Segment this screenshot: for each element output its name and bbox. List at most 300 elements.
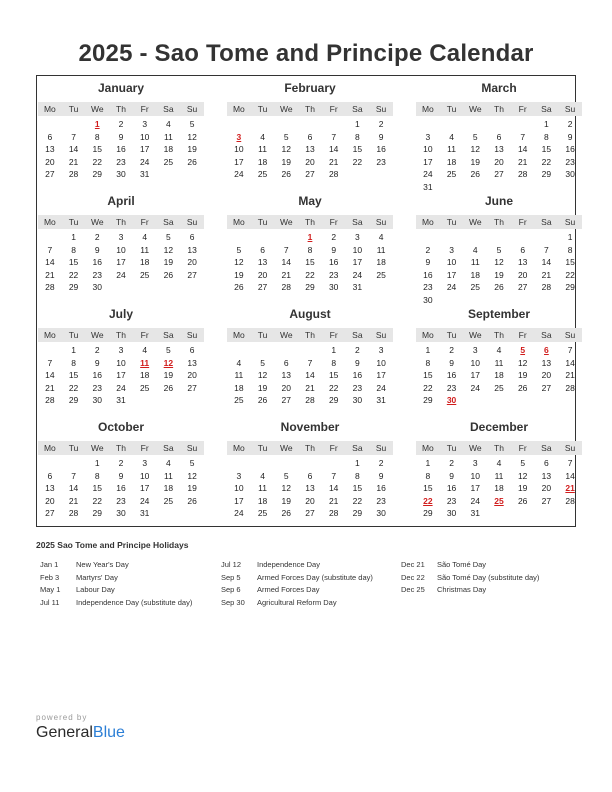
- day-cell: 24: [423, 169, 433, 179]
- weekday-label: We: [279, 217, 293, 227]
- weekday-label: Tu: [257, 217, 268, 227]
- holiday-name: São Tomé Day: [437, 560, 487, 569]
- day-cell: 14: [45, 370, 55, 380]
- day-cell: 8: [71, 244, 76, 255]
- holiday-item: [221, 584, 373, 597]
- weekday-header: [416, 328, 582, 342]
- day-cell: 7: [544, 244, 549, 255]
- day-cell: 23: [376, 156, 386, 167]
- day-cell: 15: [92, 144, 102, 154]
- day-cell: 20: [494, 156, 504, 167]
- day-cell: 29: [68, 282, 79, 292]
- day-cell: 4: [449, 131, 454, 142]
- day-cell: 22: [328, 382, 339, 393]
- day-cell: 28: [541, 282, 552, 292]
- day-cell: 20: [257, 269, 268, 280]
- weekday-label: Th: [116, 443, 126, 453]
- day-cell: 25: [139, 269, 150, 280]
- day-cell: 26: [281, 169, 291, 179]
- weekday-header: [227, 328, 393, 342]
- holiday-date-label: Sep 5: [221, 572, 241, 582]
- day-cell: 20: [305, 156, 315, 167]
- day-cell: 29: [565, 282, 575, 292]
- day-cell: 1: [71, 232, 76, 242]
- weekday-label: Su: [186, 330, 198, 340]
- month-name: June: [484, 194, 513, 208]
- day-cell: 13: [305, 483, 315, 493]
- holiday-date: 12: [163, 357, 174, 368]
- day-cell: 15: [68, 257, 79, 267]
- day-cell: 19: [517, 483, 528, 493]
- day-cell: 25: [234, 395, 244, 405]
- day-cell: 27: [517, 282, 528, 292]
- weekday-label: Tu: [446, 104, 457, 114]
- weekday-label: We: [90, 443, 104, 453]
- month-name: February: [284, 81, 336, 95]
- weekday-label: Th: [116, 217, 126, 227]
- day-cell: 7: [71, 131, 76, 142]
- day-cell: 28: [517, 169, 528, 179]
- holiday-item: [401, 559, 539, 572]
- day-cell: 5: [260, 357, 265, 368]
- day-cell: 24: [234, 169, 244, 179]
- brand-general: General: [36, 724, 93, 741]
- day-cell: 15: [68, 370, 79, 380]
- month-name: September: [467, 307, 531, 321]
- weekday-label: Mo: [232, 330, 245, 340]
- day-cell: 13: [541, 357, 552, 368]
- day-cell: 18: [470, 269, 480, 280]
- holiday-date-label: Feb 3: [40, 572, 60, 582]
- day-cell: 20: [187, 257, 197, 267]
- holiday-date-label: Jul 12: [221, 560, 242, 569]
- day-cell: 22: [352, 156, 363, 167]
- day-cell: 25: [446, 169, 457, 179]
- day-cell: 19: [470, 156, 480, 167]
- day-cell: 24: [470, 495, 480, 506]
- day-cell: 22: [68, 269, 79, 280]
- weekday-label: Tu: [446, 443, 457, 453]
- holiday-date-label: Dec 25: [401, 585, 425, 594]
- day-cell: 27: [187, 382, 197, 393]
- day-cell: 13: [45, 483, 55, 493]
- day-cell: 30: [423, 294, 433, 305]
- day-cell: 23: [565, 156, 575, 167]
- day-cell: 17: [116, 257, 126, 267]
- day-cell: 4: [166, 458, 171, 468]
- weekday-label: Mo: [421, 104, 434, 114]
- day-cell: 22: [423, 382, 433, 393]
- day-cell: 28: [565, 382, 575, 393]
- day-cell: 11: [258, 483, 267, 493]
- day-cell: 14: [328, 483, 339, 493]
- month-name: November: [280, 420, 340, 434]
- day-cell: 18: [257, 495, 268, 506]
- weekday-header: [38, 102, 204, 116]
- day-cell: 6: [520, 244, 526, 255]
- weekday-label: Mo: [43, 330, 56, 340]
- weekday-label: Sa: [352, 330, 363, 340]
- day-cell: 9: [355, 357, 360, 368]
- day-cell: 17: [234, 495, 244, 506]
- holiday-item: [401, 572, 539, 585]
- holiday-name: Christmas Day: [437, 585, 487, 594]
- weekday-label: We: [468, 443, 482, 453]
- day-cell: 4: [496, 345, 502, 355]
- weekday-label: We: [279, 443, 293, 453]
- weekday-label: Fr: [329, 443, 338, 453]
- weekday-label: Sa: [352, 104, 363, 114]
- day-cell: 18: [163, 483, 174, 493]
- weekday-label: Mo: [232, 443, 245, 453]
- month-name: December: [469, 420, 529, 434]
- day-cell: 28: [565, 495, 575, 506]
- day-cell: 14: [68, 483, 79, 493]
- day-cell: 8: [567, 244, 573, 255]
- day-cell: 19: [163, 257, 174, 267]
- weekday-label: Su: [564, 443, 576, 453]
- weekday-label: Fr: [518, 104, 527, 114]
- weekday-label: Su: [375, 443, 387, 453]
- day-cell: 17: [234, 156, 244, 167]
- day-cell: 3: [472, 458, 478, 468]
- day-cell: 14: [517, 144, 528, 154]
- day-cell: 17: [376, 370, 386, 380]
- weekday-label: Su: [375, 330, 387, 340]
- day-cell: 18: [139, 257, 150, 267]
- day-cell: 24: [116, 382, 126, 393]
- day-cell: 19: [257, 382, 268, 393]
- holiday-item: [221, 572, 373, 585]
- weekday-label: Mo: [232, 217, 245, 227]
- holiday-column: [221, 559, 373, 609]
- day-cell: 14: [565, 357, 575, 368]
- day-cell: 19: [281, 156, 291, 167]
- day-cell: 21: [45, 269, 55, 280]
- day-cell: 8: [544, 131, 549, 142]
- day-cell: 23: [446, 495, 457, 506]
- weekday-label: Sa: [352, 217, 363, 227]
- day-cell: 7: [331, 131, 337, 142]
- day-cell: 15: [352, 144, 363, 154]
- day-cell: 16: [352, 370, 363, 380]
- month-name: March: [481, 81, 517, 95]
- weekday-label: Su: [564, 217, 576, 227]
- weekday-label: Th: [305, 443, 315, 453]
- day-cell: 29: [423, 395, 433, 405]
- day-cell: 19: [281, 495, 291, 506]
- day-cell: 25: [163, 495, 174, 506]
- day-cell: 8: [425, 470, 431, 481]
- weekday-label: We: [468, 217, 482, 227]
- day-cell: 12: [281, 483, 291, 493]
- day-cell: 12: [187, 131, 197, 142]
- day-cell: 20: [541, 483, 552, 493]
- day-cell: 5: [236, 244, 242, 255]
- day-cell: 7: [567, 458, 573, 468]
- day-cell: 17: [470, 483, 480, 493]
- day-cell: 3: [236, 470, 242, 481]
- day-cell: 27: [541, 382, 552, 393]
- day-cell: 20: [187, 370, 197, 380]
- month-name: April: [107, 194, 135, 208]
- day-cell: 22: [92, 495, 102, 506]
- day-cell: 24: [234, 508, 244, 518]
- day-cell: 28: [328, 169, 339, 179]
- day-cell: 10: [139, 470, 150, 481]
- weekday-label: Tu: [257, 104, 268, 114]
- holiday-date: 6: [544, 345, 549, 355]
- day-cell: 6: [47, 470, 53, 481]
- holiday-item: [40, 597, 192, 610]
- day-cell: 3: [378, 345, 384, 355]
- weekday-label: Th: [116, 104, 126, 114]
- day-cell: 22: [92, 156, 102, 167]
- day-cell: 21: [45, 382, 55, 393]
- day-cell: 31: [352, 282, 363, 292]
- holiday-date: 3: [236, 131, 242, 142]
- day-cell: 12: [281, 144, 291, 154]
- day-cell: 23: [423, 282, 433, 292]
- weekday-label: Su: [564, 330, 576, 340]
- day-cell: 7: [283, 244, 289, 255]
- day-cell: 11: [494, 470, 504, 481]
- page-title: 2025 - Sao Tome and Principe Calendar: [78, 40, 534, 67]
- day-cell: 15: [352, 483, 363, 493]
- brand-logo[interactable]: [36, 724, 125, 742]
- day-cell: 26: [187, 495, 197, 506]
- weekday-label: Tu: [68, 104, 79, 114]
- day-cell: 1: [355, 119, 360, 129]
- day-cell: 7: [47, 357, 53, 368]
- day-cell: 4: [142, 232, 148, 242]
- day-cell: 14: [68, 144, 79, 154]
- holiday-item: [40, 559, 192, 572]
- holiday-name: Independence Day: [257, 560, 320, 569]
- holiday-name: Armed Forces Day: [257, 585, 320, 594]
- day-cell: 14: [281, 257, 291, 267]
- day-cell: 25: [376, 269, 386, 280]
- month-november: [227, 420, 393, 530]
- day-cell: 4: [378, 232, 384, 242]
- holiday-item: [221, 559, 373, 572]
- day-cell: 5: [189, 119, 195, 129]
- day-cell: 2: [378, 119, 384, 129]
- day-cell: 21: [68, 156, 79, 167]
- day-cell: 19: [234, 269, 244, 280]
- day-cell: 18: [494, 370, 504, 380]
- day-cell: 3: [355, 232, 360, 242]
- day-cell: 29: [305, 282, 315, 292]
- holiday-date-label: Jan 1: [40, 560, 59, 569]
- day-cell: 10: [139, 131, 150, 142]
- day-cell: 24: [446, 282, 457, 292]
- month-may: [227, 194, 393, 304]
- weekday-label: We: [279, 104, 293, 114]
- day-cell: 31: [116, 395, 126, 405]
- day-cell: 9: [118, 131, 124, 142]
- day-cell: 9: [331, 244, 337, 255]
- day-cell: 6: [189, 345, 195, 355]
- day-cell: 18: [234, 382, 244, 393]
- day-cell: 15: [328, 370, 339, 380]
- day-cell: 20: [541, 370, 552, 380]
- day-cell: 21: [328, 156, 339, 167]
- day-cell: 6: [260, 244, 265, 255]
- weekday-label: Fr: [140, 104, 149, 114]
- day-cell: 4: [142, 345, 148, 355]
- holiday-item: [221, 597, 373, 610]
- day-cell: 25: [470, 282, 480, 292]
- day-cell: 3: [118, 345, 124, 355]
- weekday-label: Su: [186, 104, 198, 114]
- day-cell: 26: [494, 282, 504, 292]
- day-cell: 27: [305, 169, 315, 179]
- day-cell: 9: [118, 470, 124, 481]
- day-cell: 17: [116, 370, 126, 380]
- day-cell: 10: [116, 244, 126, 255]
- weekday-label: We: [468, 330, 482, 340]
- day-cell: 26: [281, 508, 291, 518]
- holiday-name: São Tomé Day (substitute day): [437, 572, 540, 582]
- day-cell: 12: [257, 370, 268, 380]
- day-cell: 11: [163, 470, 173, 481]
- weekday-label: Fr: [140, 443, 149, 453]
- day-cell: 9: [94, 244, 100, 255]
- weekday-label: We: [90, 217, 104, 227]
- day-cell: 17: [423, 156, 433, 167]
- weekday-header: [38, 441, 204, 455]
- day-cell: 20: [45, 156, 55, 167]
- day-cell: 15: [565, 257, 575, 267]
- day-cell: 24: [139, 495, 150, 506]
- day-cell: 31: [376, 395, 386, 405]
- day-cell: 28: [328, 508, 339, 518]
- day-cell: 27: [45, 169, 55, 179]
- weekday-header: [227, 102, 393, 116]
- weekday-label: Th: [494, 330, 504, 340]
- day-cell: 8: [94, 470, 100, 481]
- day-cell: 16: [376, 144, 386, 154]
- weekday-label: Th: [494, 104, 504, 114]
- day-cell: 4: [260, 470, 265, 481]
- day-cell: 2: [449, 345, 454, 355]
- day-cell: 11: [376, 244, 386, 255]
- day-cell: 19: [494, 269, 504, 280]
- weekday-label: Sa: [541, 104, 552, 114]
- weekday-label: Sa: [541, 443, 552, 453]
- day-cell: 31: [139, 169, 150, 179]
- weekday-label: We: [90, 104, 104, 114]
- day-cell: 28: [305, 395, 315, 405]
- day-cell: 16: [116, 144, 126, 154]
- month-name: July: [108, 307, 133, 321]
- weekday-label: Su: [186, 443, 198, 453]
- day-cell: 7: [47, 244, 53, 255]
- holiday-name: Labour Day: [76, 585, 115, 594]
- weekday-label: Th: [305, 104, 315, 114]
- day-cell: 11: [258, 144, 267, 154]
- weekday-label: Tu: [446, 330, 457, 340]
- day-cell: 22: [68, 382, 79, 393]
- day-cell: 3: [142, 458, 148, 468]
- day-cell: 25: [139, 382, 150, 393]
- day-cell: 1: [567, 232, 573, 242]
- day-cell: 21: [68, 495, 79, 506]
- month-october: [38, 420, 204, 530]
- day-cell: 24: [470, 382, 480, 393]
- day-cell: 22: [305, 269, 315, 280]
- day-cell: 28: [45, 282, 55, 292]
- day-cell: 29: [541, 169, 552, 179]
- day-cell: 2: [378, 458, 384, 468]
- day-cell: 7: [567, 345, 573, 355]
- day-cell: 13: [517, 257, 528, 267]
- weekday-label: Fr: [518, 330, 527, 340]
- day-cell: 8: [71, 357, 76, 368]
- day-cell: 5: [520, 458, 526, 468]
- day-cell: 15: [423, 370, 433, 380]
- day-cell: 16: [376, 483, 386, 493]
- day-cell: 9: [567, 131, 573, 142]
- holiday-date-label: Sep 6: [221, 585, 241, 594]
- day-cell: 28: [68, 508, 79, 518]
- day-cell: 8: [331, 357, 337, 368]
- day-cell: 9: [425, 257, 431, 267]
- day-cell: 2: [118, 458, 124, 468]
- day-cell: 6: [544, 458, 549, 468]
- day-cell: 16: [92, 257, 102, 267]
- weekday-header: [416, 441, 582, 455]
- day-cell: 5: [472, 131, 478, 142]
- weekday-label: Su: [375, 217, 387, 227]
- day-cell: 25: [257, 508, 268, 518]
- day-cell: 12: [187, 470, 197, 481]
- day-cell: 30: [446, 508, 457, 518]
- day-cell: 25: [494, 382, 504, 393]
- holiday-date: 25: [494, 495, 504, 506]
- day-cell: 8: [355, 131, 360, 142]
- day-cell: 22: [565, 269, 575, 280]
- holiday-date: 21: [565, 483, 575, 493]
- day-cell: 10: [234, 483, 244, 493]
- day-cell: 23: [376, 495, 386, 506]
- day-cell: 7: [520, 131, 526, 142]
- weekday-label: Fr: [140, 217, 149, 227]
- brand-blue: Blue: [92, 724, 125, 741]
- day-cell: 21: [541, 269, 552, 280]
- weekday-label: Mo: [43, 217, 56, 227]
- day-cell: 1: [71, 345, 76, 355]
- day-cell: 13: [45, 144, 55, 154]
- day-cell: 31: [423, 181, 433, 192]
- day-cell: 12: [163, 244, 174, 255]
- weekday-label: Th: [494, 217, 504, 227]
- holiday-date-label: May 1: [40, 585, 61, 594]
- day-cell: 3: [142, 119, 148, 129]
- day-cell: 27: [494, 169, 504, 179]
- day-cell: 25: [257, 169, 268, 179]
- day-cell: 30: [116, 508, 126, 518]
- day-cell: 12: [517, 357, 528, 368]
- day-cell: 11: [140, 244, 150, 255]
- day-cell: 30: [116, 169, 126, 179]
- weekday-label: Tu: [257, 330, 268, 340]
- day-cell: 19: [187, 483, 197, 493]
- day-cell: 26: [163, 269, 174, 280]
- day-cell: 23: [328, 269, 339, 280]
- day-cell: 23: [92, 382, 102, 393]
